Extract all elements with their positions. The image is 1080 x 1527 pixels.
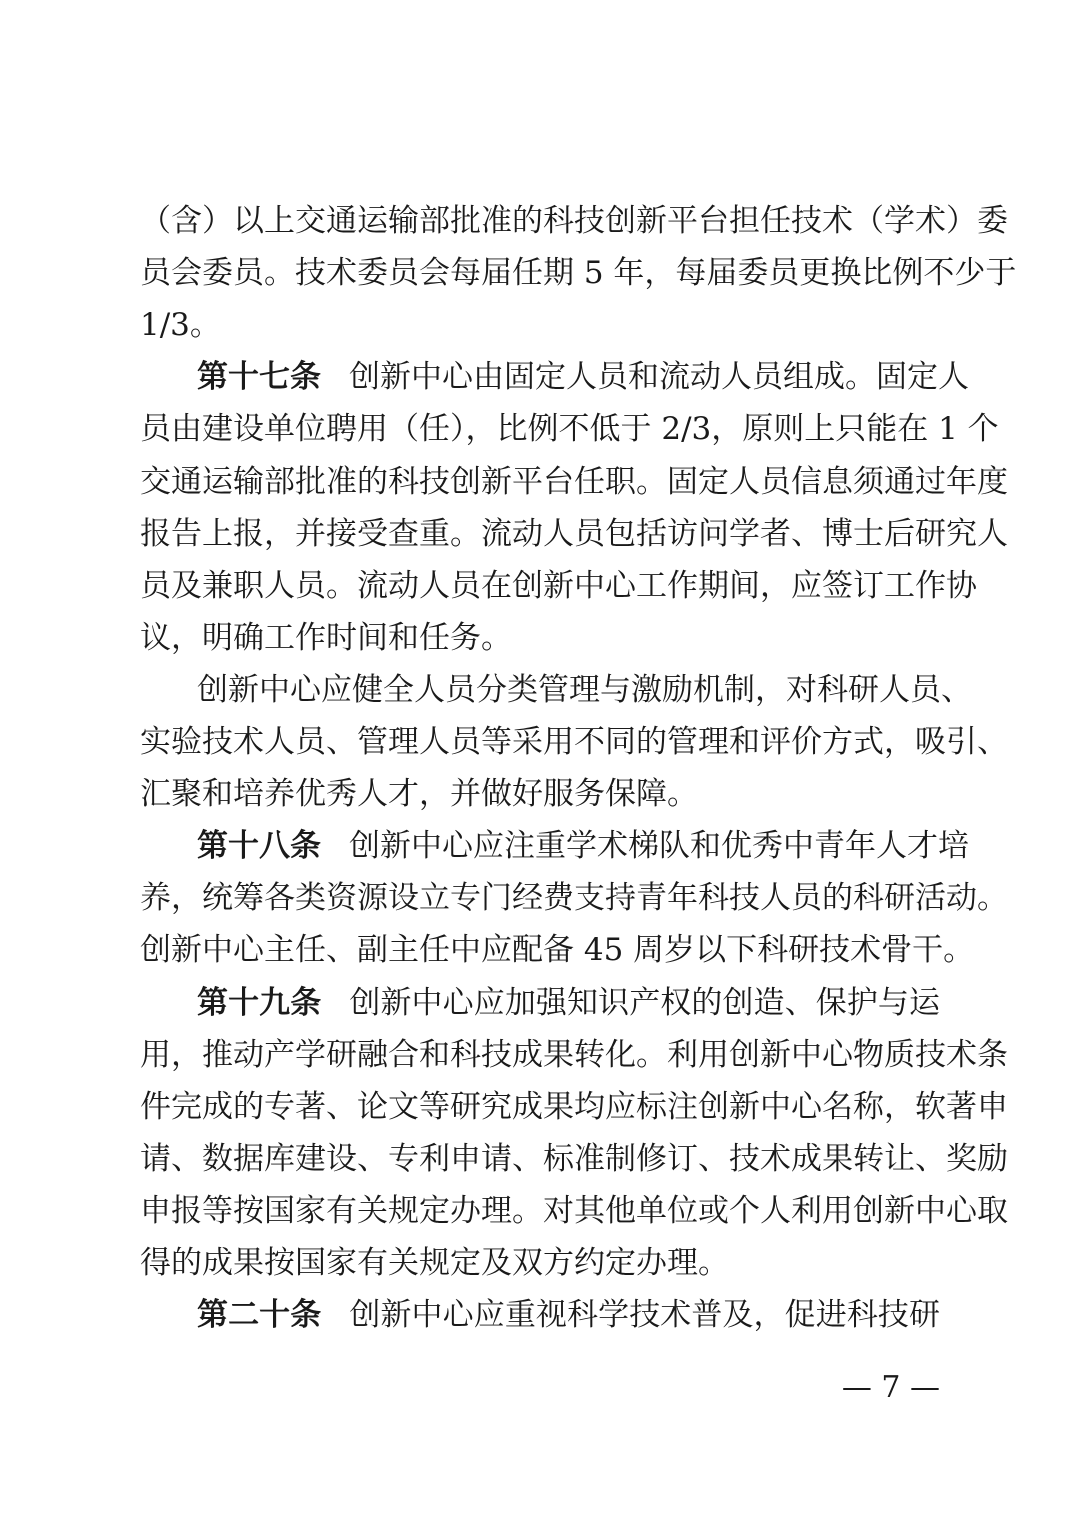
article-heading: 第十九条 [197,985,322,1021]
article-text: 创新中心应注重学术梯队和优秀中青年人才培 [349,828,969,864]
text-line: 交通运输部批准的科技创新平台任职。固定人员信息须通过年度 [140,464,1008,500]
article-18-first-line [197,821,969,871]
text-line: 员会委员。技术委员会每届任期 5 年，每届委员更换比例不少于 [140,255,1017,291]
article-text: 创新中心应加强知识产权的创造、保护与运 [349,985,941,1021]
text-line: 员及兼职人员。流动人员在创新中心工作期间，应签订工作协 [140,568,977,604]
article-heading: 第二十条 [197,1297,322,1333]
text-line: 得的成果按国家有关规定及双方约定办理。 [140,1245,729,1281]
text-line: 养，统筹各类资源设立专门经费支持青年科技人员的科研活动。 [140,880,1008,916]
article-19-first-line [197,978,940,1028]
text-line: 1/3。 [140,307,221,343]
text-line: 实验技术人员、管理人员等采用不同的管理和评价方式，吸引、 [140,724,1008,760]
text-line: 员由建设单位聘用（任），比例不低于 2/3，原则上只能在 1 个 [140,411,999,447]
text-line: （含）以上交通运输部批准的科技创新平台担任技术（学术）委 [140,203,1008,239]
text-line: 创新中心应健全人员分类管理与激励机制，对科研人员、 [197,672,972,708]
article-17-first-line [197,352,969,402]
text-line: 用，推动产学研融合和科技成果转化。利用创新中心物质技术条 [140,1037,1008,1073]
text-line: 议，明确工作时间和任务。 [140,620,512,656]
text-line: 请、数据库建设、专利申请、标准制修订、技术成果转让、奖励 [140,1141,1008,1177]
text-line: 报告上报，并接受查重。流动人员包括访问学者、博士后研究人 [140,516,1008,552]
article-text: 创新中心应重视科学技术普及，促进科技研 [349,1297,941,1333]
page-number: — 7 — [841,1370,940,1405]
article-20-first-line [197,1290,940,1340]
text-line: 申报等按国家有关规定办理。对其他单位或个人利用创新中心取 [140,1193,1008,1229]
text-line: 创新中心主任、副主任中应配备 45 周岁以下科研技术骨干。 [140,932,975,968]
article-heading: 第十七条 [197,359,321,395]
article-text: 创新中心由固定人员和流动人员组成。固定人 [349,359,969,395]
text-line: 件完成的专著、论文等研究成果均应标注创新中心名称，软著申 [140,1089,1008,1125]
article-heading: 第十八条 [197,828,321,864]
text-line: 汇聚和培养优秀人才，并做好服务保障。 [140,776,698,812]
